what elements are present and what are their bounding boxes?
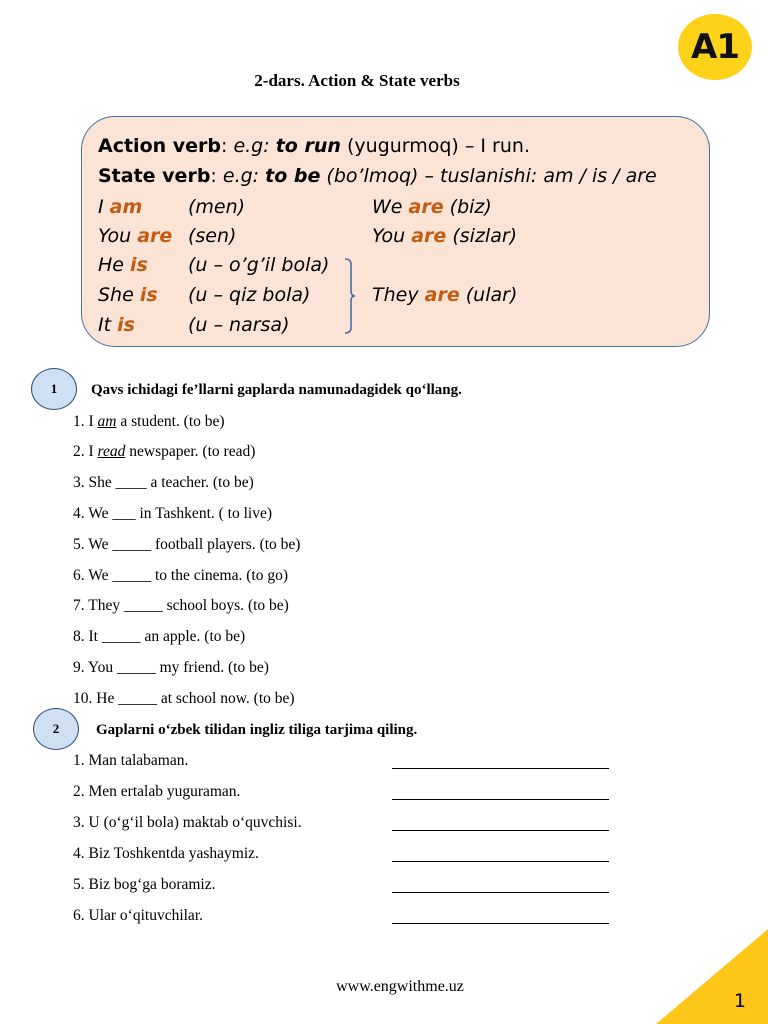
- pronoun: They: [372, 284, 419, 306]
- example-answer: read: [97, 443, 126, 460]
- exercise-item: 7. They _____ school boys. (to be): [73, 597, 289, 614]
- exercise-2-heading: Gaplarni o‘zbek tilidan ingliz tiliga tarjima qiling.: [96, 722, 418, 738]
- action-verb-label: Action verb: [98, 135, 221, 157]
- pronoun: She: [98, 284, 134, 306]
- exercise-number-badge: 1: [31, 368, 77, 410]
- state-eg: e.g:: [222, 165, 260, 187]
- verb-form: is: [139, 284, 158, 306]
- pronoun-row: [98, 196, 142, 218]
- item-text: newspaper. (to read): [125, 443, 256, 460]
- colon: :: [221, 135, 234, 157]
- verb-form: are: [424, 284, 460, 306]
- pronoun-row: [98, 254, 148, 276]
- brace-icon: [344, 258, 356, 334]
- item-text: 2. I: [73, 443, 98, 460]
- pronoun-row: [98, 314, 135, 336]
- exercise-item: [73, 413, 225, 431]
- pronoun-meaning: (sen): [188, 225, 237, 247]
- action-verb-line: [98, 135, 530, 157]
- page-number: 1: [733, 990, 746, 1012]
- pronoun-meaning: (biz): [449, 196, 492, 218]
- state-verb-line: [98, 165, 657, 187]
- translation-item: 2. Men ertalab yuguraman.: [73, 783, 241, 800]
- pronoun-meaning: (sizlar): [452, 225, 518, 247]
- exercise-item: 5. We _____ football players. (to be): [73, 536, 301, 553]
- verb-form: is: [130, 254, 148, 276]
- exercise-item: 6. We _____ to the cinema. (to go): [73, 567, 288, 584]
- translation-item: 1. Man talabaman.: [73, 752, 189, 769]
- translation-item: 5. Biz bog‘ga boramiz.: [73, 876, 216, 893]
- item-text: 1. I: [73, 413, 98, 430]
- action-eg: e.g:: [233, 135, 270, 157]
- pronoun-meaning: (u – narsa): [188, 314, 290, 336]
- answer-blank[interactable]: [392, 768, 609, 769]
- example-answer: am: [97, 413, 117, 430]
- verb-form: is: [117, 314, 135, 336]
- exercise-item: 9. You _____ my friend. (to be): [73, 659, 269, 676]
- state-verb-tail: (bo’lmoq) – tuslanishi: am / is / are: [326, 165, 657, 187]
- pronoun-row: [98, 284, 158, 306]
- pronoun: He: [98, 254, 124, 276]
- answer-blank[interactable]: [392, 923, 609, 924]
- answer-blank[interactable]: [392, 799, 609, 800]
- verb-form: are: [408, 196, 444, 218]
- pronoun-meaning: (men): [188, 196, 246, 218]
- exercise-item: 4. We ___ in Tashkent. ( to live): [73, 505, 272, 522]
- answer-blank[interactable]: [392, 861, 609, 862]
- answer-blank[interactable]: [392, 830, 609, 831]
- level-badge: A1: [678, 14, 752, 80]
- action-verb-tail: (yugurmoq) – I run.: [346, 135, 530, 157]
- pronoun: It: [98, 314, 112, 336]
- exercise-item: 8. It _____ an apple. (to be): [73, 628, 246, 645]
- pronoun-meaning: (u – qiz bola): [188, 284, 311, 306]
- state-verb-label: State verb: [98, 165, 211, 187]
- translation-item: 3. U (o‘g‘il bola) maktab o‘quvchisi.: [73, 814, 302, 831]
- pronoun: I: [98, 196, 104, 218]
- exercise-item: 10. He _____ at school now. (to be): [73, 690, 295, 707]
- translation-item: 6. Ular o‘qituvchilar.: [73, 907, 203, 924]
- plural-pronoun-row: [372, 196, 492, 218]
- exercise-item: [73, 443, 255, 461]
- verb-form: are: [411, 225, 447, 247]
- pronoun: You: [98, 225, 132, 247]
- exercise-number-badge: 2: [33, 708, 79, 750]
- verb-form: are: [137, 225, 173, 247]
- verb-form: am: [109, 196, 143, 218]
- pronoun: We: [372, 196, 403, 218]
- footer-website[interactable]: www.engwithme.uz: [336, 978, 464, 995]
- action-verb-example: to run: [275, 135, 341, 157]
- pronoun-meaning: (ular): [465, 284, 518, 306]
- pronoun: You: [372, 225, 406, 247]
- exercise-1-heading: Qavs ichidagi fe’llarni gaplarda namunadagidek qo‘llang.: [91, 382, 462, 398]
- state-verb-example: to be: [265, 165, 321, 187]
- colon: :: [210, 165, 223, 187]
- plural-pronoun-row: [372, 225, 517, 247]
- item-text: a student. (to be): [116, 413, 225, 430]
- plural-pronoun-row: [372, 284, 517, 306]
- answer-blank[interactable]: [392, 892, 609, 893]
- page-title: 2-dars. Action & State verbs: [254, 71, 460, 90]
- corner-decoration: [656, 929, 768, 1024]
- pronoun-row: [98, 225, 172, 247]
- pronoun-meaning: (u – o’g’il bola): [188, 254, 330, 276]
- translation-item: 4. Biz Toshkentda yashaymiz.: [73, 845, 259, 862]
- exercise-item: 3. She ____ a teacher. (to be): [73, 474, 254, 491]
